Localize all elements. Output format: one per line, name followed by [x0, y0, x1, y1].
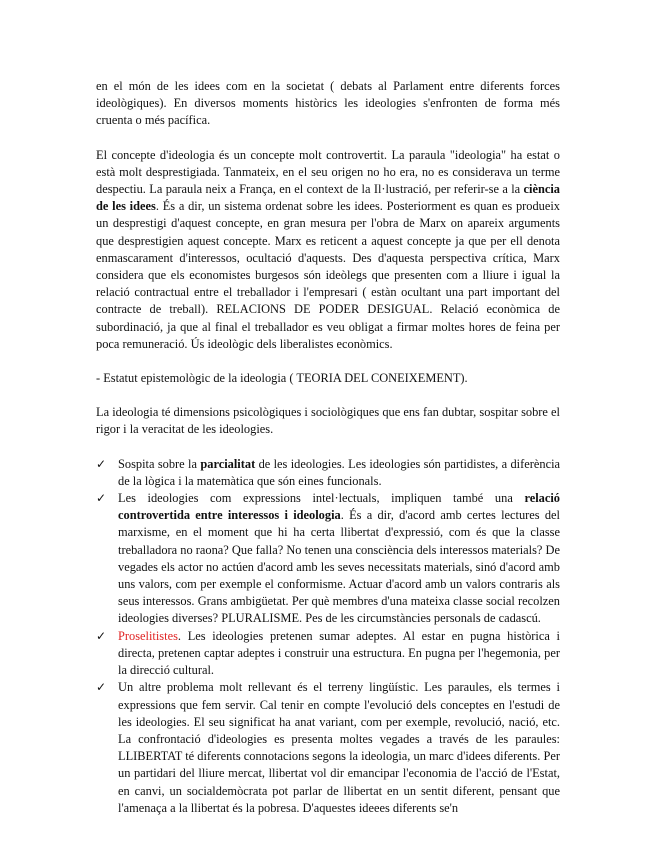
bullet-list: [96, 456, 560, 817]
bold-term-science-of-ideas: ciència de les idees: [96, 182, 560, 214]
paragraph-text: . És a dir, un sistema ordenat sobre les idees. Posteriorment es quan es produeix un desprestigi d'aquest concepte, en gran mesura per l'obra de Marx on apareix arguments que desprestigien aquest concepte. Marx es reticent a aquest concepte ja que per ell denota enmascarament d'interessos, ocultació d'aquests. Des d'aquesta perspectiva crítica, Marx considera que els economistes burgesos són ideòlegs que presenten com a lliure i igual la relació contractual entre el treballador i l'empresari ( estàn ocultant una part important del contracte de treball). RELACIONS DE PODER DESIGUAL. Relació econòmica de subordinació, ja que al final el treballador es veu obligat a firmar moltes hores de feina per poca remuneració. Ús ideològic dels liberalistes econòmics.: [96, 199, 560, 351]
list-item-text: Sospita sobre la: [118, 456, 201, 471]
bold-term-interests-ideology: relació controvertida entre interessos i ideologia: [118, 491, 560, 523]
list-item: [96, 456, 560, 490]
red-term-proselytists: Proselitistes: [118, 628, 178, 643]
checkmark-icon: ✓: [96, 491, 107, 506]
bold-term-partiality: parcialitat: [200, 456, 256, 471]
paragraph-text: El concepte d'ideologia és un concepte molt controvertit. La paraula "ideologia" ha estat o està molt desprestigiada. Tanmateix, en el seu origen no ho era, no es considerava un terme despectiu. La paraula neix a França, en el context de la Il·lustració, per referir-se a la: [96, 147, 560, 197]
paragraph-spacer: [96, 387, 560, 404]
checkmark-icon: ✓: [96, 628, 107, 643]
list-item-text: . És a dir, d'acord amb certes lectures del marxisme, en el moment que hi ha certa llibertat d'expressió, com és que la classe treballadora no raona? Que falla? No tenen una consciència dels interessos materials? De vegades els actor no actúen d'acord amb les seves necessitats materials, sinó d'acord amb uns valors, com per exemple el conformisme. Actuar d'acord amb un valors contraris als seus interessos. Grans ambigüetat. Per què membres d'una mateixa classe social recolzen ideologies diverses? PLURALISME. Pes de les circumstàncies personals de cadascú.: [118, 508, 560, 626]
paragraph-intro-continuation: en el món de les idees com en la societat ( debats al Parlament entre diferents forces ideològiques). En diversos moments històrics les ideologies s'enfronten de forma més cruenta o més pacífica.: [96, 79, 560, 128]
checkmark-icon: ✓: [96, 680, 107, 695]
paragraph-ideology-concept: [96, 147, 560, 353]
list-item: [96, 628, 560, 680]
paragraph-spacer: [96, 130, 560, 147]
paragraph-dimensions: La ideologia té dimensions psicològiques i sociològiques que ens fan dubtar, sospitar sobre el rigor i la veracitat de les ideologies.: [96, 405, 560, 437]
list-item-text: . Les ideologies pretenen sumar adeptes. Al estar en pugna històrica i directa, pretenen captar adeptes i construir una estructura. En pugna per l'hegemonia, per la direcció cultural.: [118, 628, 560, 678]
checkmark-icon: ✓: [96, 456, 107, 471]
document-page: [96, 78, 560, 817]
list-item: [96, 490, 560, 628]
section-heading-epistemological-status: - Estatut epistemològic de la ideologia ( TEORIA DEL CONEIXEMENT).: [96, 371, 468, 386]
list-item-text: Un altre problema molt rellevant és el terreny lingüístic. Les paraules, els termes i expressions que fem servir. Cal tenir en compte l'evolució dels conceptes en l'estudi de les ideologies. El seu significat ha anat variant, com per exemple, revolució, nació, etc. La confrontació d'ideologies es presenta moltes vegades a través de les paraules: LLIBERTAT té diferents connotacions segons la ideologia, un marc d'idees diferents. Per un partidari del lliure mercat, llibertat vol dir emancipar l'economia de l'acció de l'Estat, en canvi, un socialdemòcrata pot parlar de llibertat en un sentit diferent, pensant que l'amenaça a la llibertat és la pobresa. D'aquestes ideees diferents se'n: [118, 680, 560, 815]
paragraph-spacer: [96, 353, 560, 370]
list-item-text: Les ideologies com expressions intel·lectuals, impliquen també una: [118, 491, 525, 506]
list-item-text: de les ideologies. Les ideologies són partidistes, a diferència de la lògica i la matemàtica que són eines funcionals.: [118, 456, 561, 488]
list-item: [96, 679, 560, 817]
